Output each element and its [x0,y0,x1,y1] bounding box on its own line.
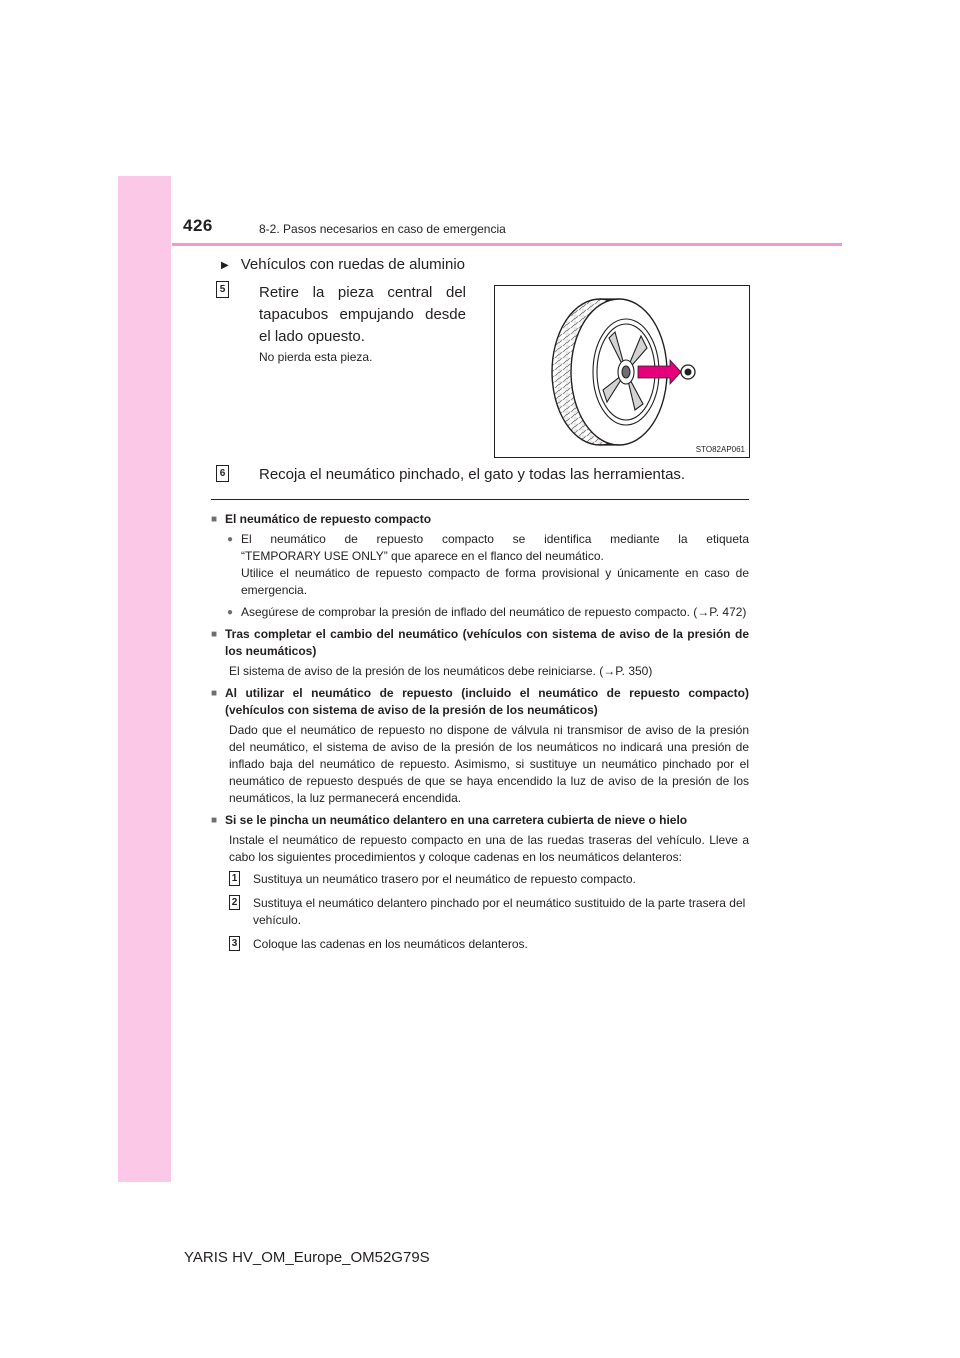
note-bullet [211,531,749,599]
figure-code: STO82AP061 [695,445,745,454]
numbered-item [211,895,749,929]
step-6-text: Recoja el neumático pinchado, el gato y todas las herramientas. [259,466,686,483]
note-text: El sistema de aviso de la presión de los neumáticos debe reiniciarse. (→P. 350) [229,664,653,678]
page-number: 426 [183,216,213,235]
note-text: Dado que el neumático de repuesto no dispone de válvula ni transmisor de aviso de la presión del neumático, el sistema de aviso de la presión de los neumáticos no indicará una presión de inflado baja del neumático de repuesto. Asimismo, si sustituye un neumático pinchado por el neumático de repuesto después de que se haya encendido la luz de aviso de la presión de los neumáticos, la luz permanecerá encendida. [229,723,749,805]
note-bullet-line: Utilice el neumático de repuesto compacto de forma provisional y únicamente en caso de emergencia. [241,566,749,597]
notes-section [211,511,749,960]
wheel-figure [494,285,750,458]
step-5-text: Retire la pieza central del tapacubos empujando desde el lado opuesto. [259,284,466,345]
step-6-badge: 6 [216,465,229,482]
note-bullet-line: “TEMPORARY USE ONLY” que aparece en el flanco del neumático. [241,549,604,563]
numbered-item [211,936,749,953]
numbered-item-text: Sustituya el neumático delantero pinchado por el neumático sustituido de la parte trasera del vehículo. [253,896,746,927]
note-bullet: ● Asegúrese de comprobar la presión de inflado del neumático de repuesto compacto. (→P. 472) [211,604,749,621]
step-5-note: No pierda esta pieza. [259,350,373,364]
document-footer: YARIS HV_OM_Europe_OM52G79S [184,1249,430,1266]
numbered-item-text: Sustituya un neumático trasero por el neumático de repuesto compacto. [253,872,636,886]
header-divider [172,243,842,246]
triangle-bullet-icon: ▶ [221,260,229,271]
note-bullet-line: ● El neumático de repuesto compacto se identifica mediante la etiqueta [241,532,749,546]
note-heading: ■ Tras completar el cambio del neumático (vehículos con sistema de aviso de la presión de los neumáticos) [211,626,749,660]
numbered-item [211,871,749,888]
note-heading: ■ Si se le pincha un neumático delantero en una carretera cubierta de nieve o hielo [211,812,749,829]
notes-divider [211,499,749,500]
item-number-badge: 3 [229,936,240,951]
note-text: Instale el neumático de repuesto compacto en una de las ruedas traseras del vehículo. Lleve a cabo los siguientes procedimientos y coloque cadenas en los neumáticos delanteros: [229,833,749,864]
subheading [221,256,465,273]
chapter-sidebar-tab [118,176,171,1182]
subheading-text: Vehículos con ruedas de aluminio [240,256,466,273]
note-heading: ■ El neumático de repuesto compacto [211,511,749,528]
item-number-badge: 1 [229,871,240,886]
wheel-illustration [495,286,749,457]
item-number-badge: 2 [229,895,240,910]
step-5-badge: 5 [216,281,229,298]
center-cap-icon [681,365,695,379]
note-heading: ■ Al utilizar el neumático de repuesto (incluido el neumático de repuesto compacto) (vehículos con sistema de aviso de la presión de los neumáticos) [211,685,749,719]
numbered-item-text: Coloque las cadenas en los neumáticos delanteros. [253,937,528,951]
section-title: 8-2. Pasos necesarios en caso de emergencia [259,222,506,236]
